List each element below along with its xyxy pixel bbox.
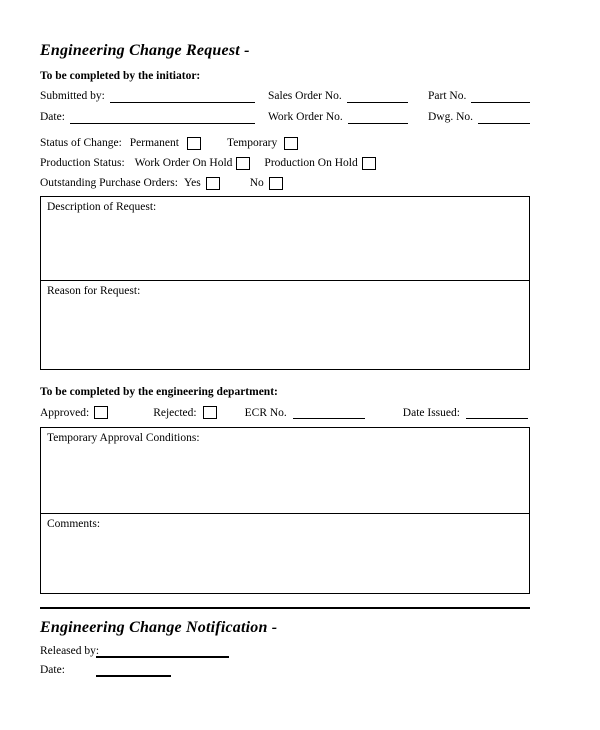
temporary-label: Temporary	[226, 137, 278, 149]
part-no-field	[428, 90, 530, 103]
reason-for-request-label: Reason for Request:	[47, 285, 141, 297]
status-of-change-row	[40, 136, 530, 150]
no-checkbox[interactable]	[269, 177, 283, 190]
notification-date-row	[40, 664, 530, 677]
approved-checkbox[interactable]	[94, 406, 108, 419]
outstanding-po-label: Outstanding Purchase Orders:	[40, 177, 178, 189]
permanent-checkbox[interactable]	[187, 137, 201, 150]
ecr-no-input[interactable]	[293, 406, 365, 419]
engineering-approval-row	[40, 406, 530, 419]
notification-date-input[interactable]	[96, 664, 171, 677]
ecr-no-label: ECR No.	[244, 406, 287, 419]
date-label: Date:	[40, 111, 65, 123]
date-field	[40, 111, 255, 124]
date-issued-label: Date Issued:	[402, 406, 460, 419]
work-order-input[interactable]	[348, 111, 408, 124]
dwg-no-field	[428, 111, 530, 124]
page-title: Engineering Change Request -	[40, 42, 250, 59]
description-of-request-label: Description of Request:	[47, 201, 157, 213]
production-status-label: Production Status:	[40, 157, 125, 169]
work-order-label: Work Order No.	[268, 111, 343, 123]
reason-for-request-box[interactable]	[40, 280, 530, 370]
production-on-hold-label: Production On Hold	[264, 157, 358, 169]
part-no-input[interactable]	[471, 90, 530, 103]
description-of-request-box[interactable]	[40, 196, 530, 281]
engineering-section-heading: To be completed by the engineering department:	[40, 386, 278, 398]
work-order-on-hold-checkbox[interactable]	[236, 157, 250, 170]
submitted-by-field	[40, 90, 255, 103]
approved-label: Approved:	[40, 406, 90, 419]
work-order-on-hold-label: Work Order On Hold	[134, 157, 233, 169]
section-divider-rule	[40, 607, 530, 609]
permanent-label: Permanent	[129, 137, 179, 149]
rejected-checkbox[interactable]	[203, 406, 217, 419]
temporary-approval-conditions-label: Temporary Approval Conditions:	[47, 432, 200, 444]
temporary-approval-conditions-box[interactable]	[40, 427, 530, 514]
work-order-field	[268, 111, 408, 124]
date-input[interactable]	[70, 111, 255, 124]
date-issued-input[interactable]	[466, 406, 528, 419]
sales-order-label: Sales Order No.	[268, 90, 342, 102]
outstanding-po-row	[40, 176, 530, 190]
part-no-label: Part No.	[428, 90, 467, 102]
sales-order-field	[268, 90, 408, 103]
sales-order-input[interactable]	[347, 90, 408, 103]
submitted-by-input[interactable]	[110, 90, 255, 103]
production-on-hold-checkbox[interactable]	[362, 157, 376, 170]
dwg-no-input[interactable]	[478, 111, 530, 124]
released-by-row	[40, 645, 530, 658]
comments-box[interactable]	[40, 513, 530, 594]
no-label: No	[249, 177, 264, 189]
yes-checkbox[interactable]	[206, 177, 220, 190]
released-by-input[interactable]	[96, 645, 229, 658]
status-of-change-label: Status of Change:	[40, 137, 122, 149]
yes-label: Yes	[183, 177, 201, 189]
dwg-no-label: Dwg. No.	[428, 111, 474, 123]
initiator-row-1	[40, 90, 530, 103]
production-status-row	[40, 156, 530, 170]
initiator-section-heading: To be completed by the initiator:	[40, 70, 201, 82]
notification-title: Engineering Change Notification -	[40, 619, 278, 636]
released-by-label: Released by:	[40, 645, 100, 657]
submitted-by-label: Submitted by:	[40, 90, 105, 102]
comments-label: Comments:	[47, 518, 101, 530]
notification-date-label: Date:	[40, 664, 65, 676]
rejected-label: Rejected:	[153, 406, 197, 419]
initiator-row-2	[40, 111, 530, 124]
temporary-checkbox[interactable]	[284, 137, 298, 150]
